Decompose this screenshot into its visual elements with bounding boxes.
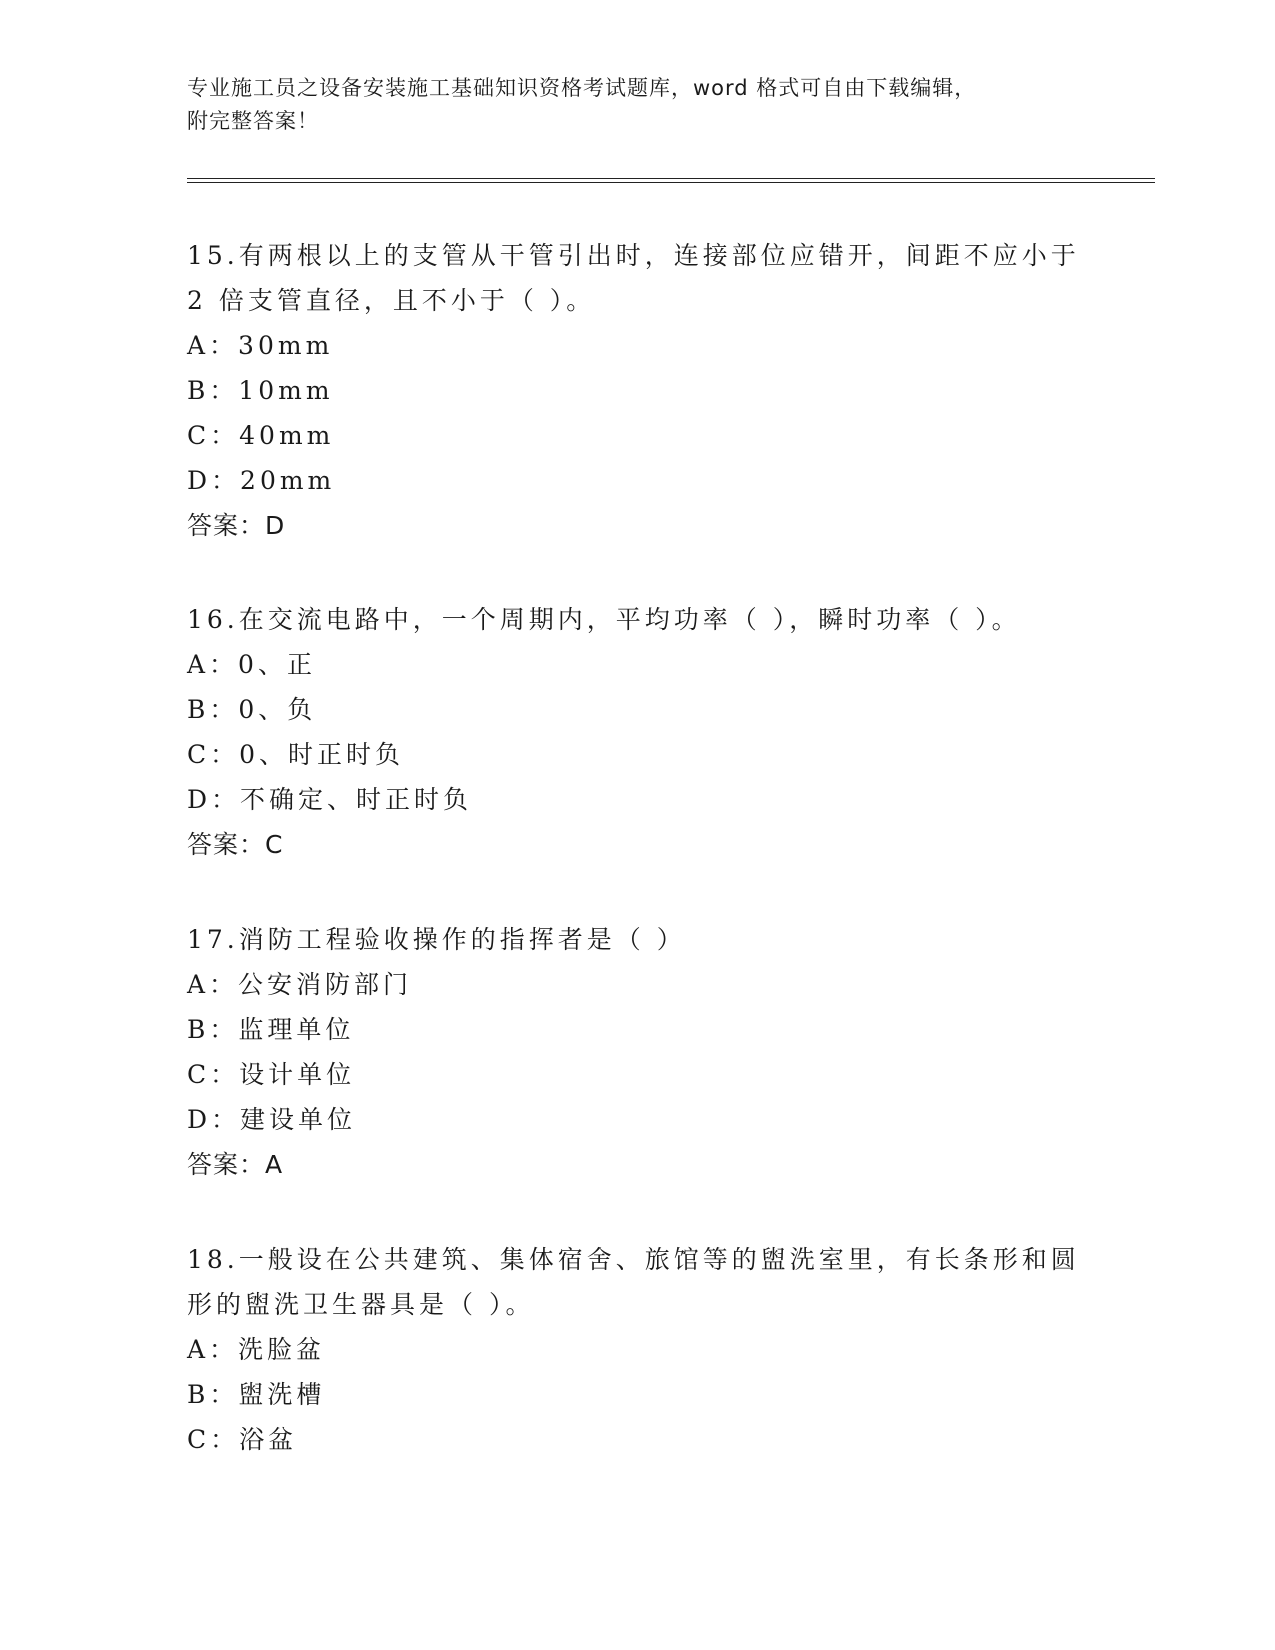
header-divider-bottom [187, 182, 1155, 183]
answer: 答案：A [187, 1150, 284, 1179]
option-a: A：洗脸盆 [187, 1335, 326, 1364]
question-text-line: 16.在交流电路中，一个周期内，平均功率（ ），瞬时功率（ ）。 [187, 605, 1021, 634]
option-d: D：建设单位 [187, 1105, 357, 1134]
option-c: C：设计单位 [187, 1060, 356, 1089]
question-text-line: 15.有两根以上的支管从干管引出时，连接部位应错开，间距不应小于 [187, 241, 1080, 270]
question-text-line: 17.消防工程验收操作的指挥者是（ ） [187, 925, 686, 954]
option-c: C：0、时正时负 [187, 740, 405, 769]
document-header [187, 72, 1087, 138]
question-17 [187, 917, 1087, 1188]
option-b: B：监理单位 [187, 1015, 355, 1044]
question-16 [187, 597, 1087, 868]
option-b: B：盥洗槽 [187, 1380, 326, 1409]
option-a: A：0、正 [187, 650, 316, 679]
answer: 答案：D [187, 511, 286, 540]
question-text-line: 形的盥洗卫生器具是（ ）。 [187, 1290, 535, 1319]
question-18 [187, 1237, 1087, 1462]
option-b: B：10mm [187, 376, 334, 405]
option-b: B：0、负 [187, 695, 317, 724]
header-line-2: 附完整答案！ [187, 109, 319, 133]
option-a: A：30mm [187, 331, 334, 360]
option-a: A：公安消防部门 [187, 970, 413, 999]
header-divider-top [187, 178, 1155, 179]
answer: 答案：C [187, 830, 284, 859]
option-d: D：20mm [187, 466, 336, 495]
option-c: C：40mm [187, 421, 335, 450]
question-text-line: 18.一般设在公共建筑、集体宿舍、旅馆等的盥洗室里，有长条形和圆 [187, 1245, 1080, 1274]
option-d: D：不确定、时正时负 [187, 785, 473, 814]
question-15 [187, 233, 1087, 549]
header-line-1: 专业施工员之设备安装施工基础知识资格考试题库，word 格式可自由下载编辑， [187, 76, 977, 100]
option-c: C：浴盆 [187, 1425, 298, 1454]
question-text-line: 2 倍支管直径，且不小于（ ）。 [187, 286, 596, 315]
